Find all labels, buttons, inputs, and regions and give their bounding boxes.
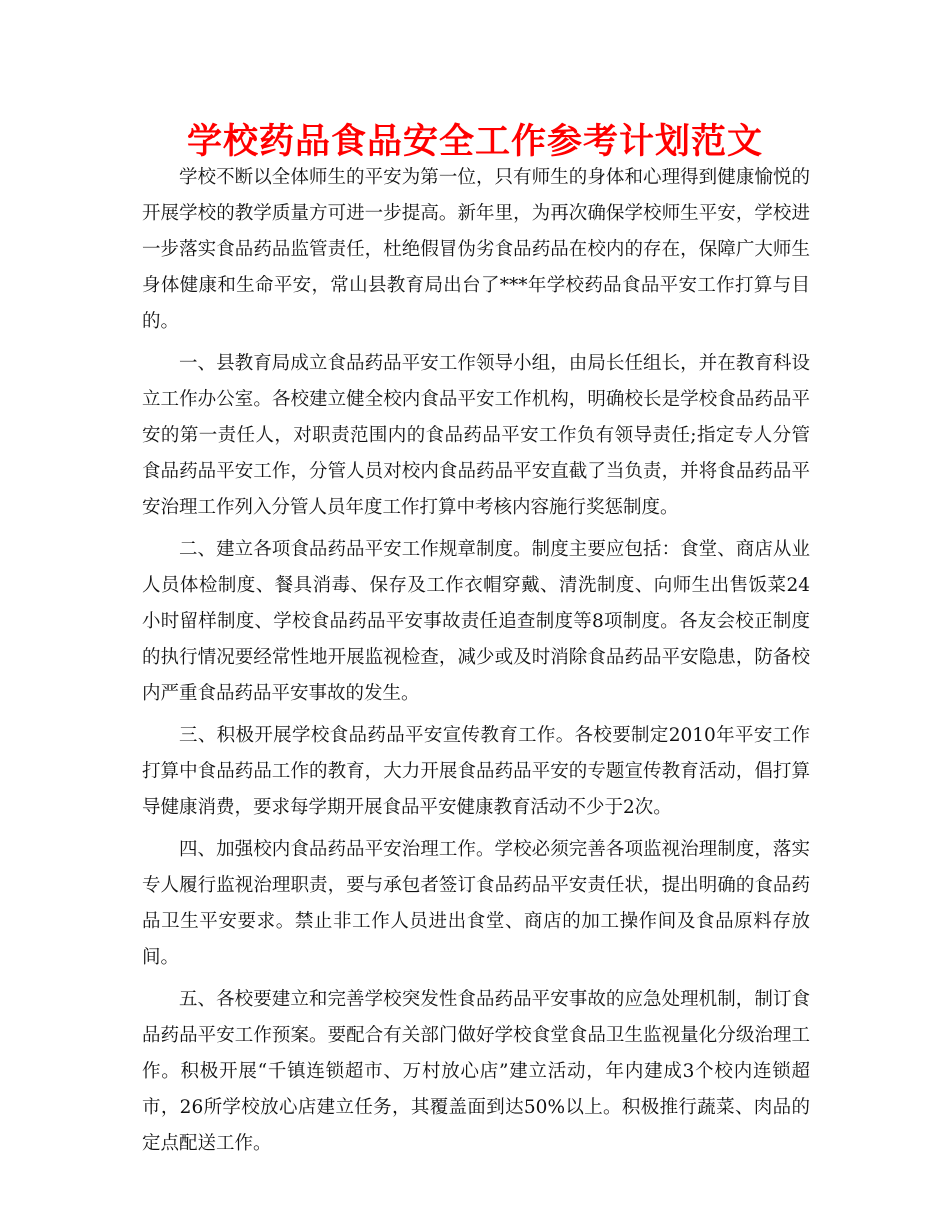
document-title: 学校药品食品安全工作参考计划范文 xyxy=(186,122,763,162)
document-body xyxy=(142,160,810,1168)
paragraph-section-1: 一、县教育局成立食品药品平安工作领导小组，由局长任组长，并在教育科设立工作办公室。各校建立健全校内食品平安工作机构，明确校长是学校食品药品平安的第一责任人，对职责范围内的食品药品平安工作负有领导责任;指定专人分管食品药品平安工作，分管人员对校内食品药品平安直截了当负责，并将食品药品平安治理工作列入分管人员年度工作打算中考核内容施行奖惩制度。 xyxy=(142,353,810,518)
paragraph-section-4: 四、加强校内食品药品平安治理工作。学校必须完善各项监视治理制度，落实专人履行监视治理职责，要与承包者签订食品药品平安责任状，提出明确的食品药品卫生平安要求。禁止非工作人员进出食堂、商店的加工操作间及食品原料存放间。 xyxy=(142,839,810,968)
paragraph-section-2: 二、建立各项食品药品平安工作规章制度。制度主要应包括：食堂、商店从业人员体检制度、餐具消毒、保存及工作衣帽穿戴、清洗制度、向师生出售饭菜24小时留样制度、学校食品药品平安事故责任追查制度等8项制度。各友会校正制度的执行情况要经常性地开展监视检查，减少或及时消除食品药品平安隐患，防备校内严重食品药品平安事故的发生。 xyxy=(142,539,810,704)
paragraph-intro: 学校不断以全体师生的平安为第一位，只有师生的身体和心理得到健康愉悦的开展学校的教学质量方可进一步提高。新年里，为再次确保学校师生平安，学校进一步落实食品药品监管责任，杜绝假冒伪劣食品药品在校内的存在，保障广大师生身体健康和生命平安，常山县教育局出台了***年学校药品食品平安工作打算与目的。 xyxy=(142,167,810,332)
paragraph-section-5: 五、各校要建立和完善学校突发性食品药品平安事故的应急处理机制，制订食品药品平安工作预案。要配合有关部门做好学校食堂食品卫生监视量化分级治理工作。积极开展“千镇连锁超市、万村放心店”建立活动，年内建成3个校内连锁超市，26所学校放心店建立任务，其覆盖面到达50%以上。积极推行蔬菜、肉品的定点配送工作。 xyxy=(142,989,810,1154)
paragraph-section-3: 三、积极开展学校食品药品平安宣传教育工作。各校要制定2010年平安工作打算中食品药品工作的教育，大力开展食品药品平安的专题宣传教育活动，倡打算导健康消费，要求每学期开展食品平安健康教育活动不少于2次。 xyxy=(142,725,810,818)
